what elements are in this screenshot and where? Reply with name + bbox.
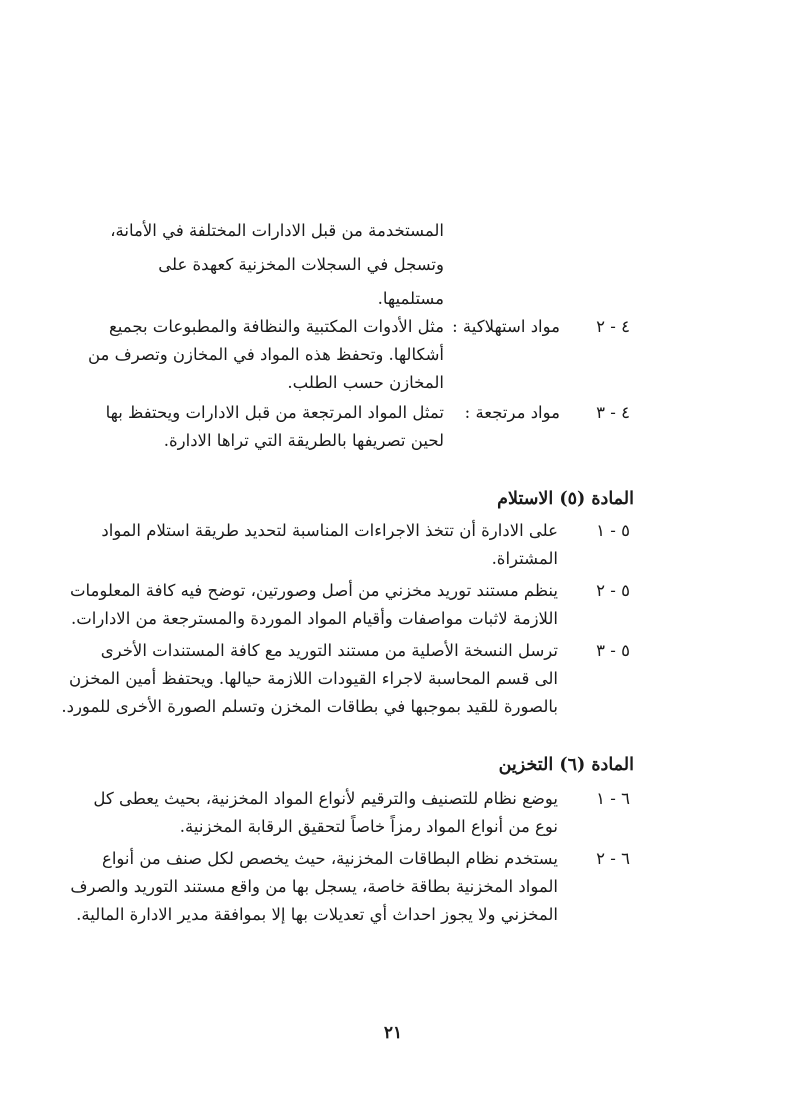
body-text-line: يوضع نظام للتصنيف والترقيم لأنواع المواد المخزنية، بحيث يعطى كل bbox=[93, 789, 558, 808]
item-number: ٤ - ٣ bbox=[596, 403, 630, 422]
body-text-line: وتسجل في السجلات المخزنية كعهدة على bbox=[158, 255, 444, 274]
item-number: ٦ - ١ bbox=[596, 789, 630, 808]
body-text-line: ترسل النسخة الأصلية من مستند التوريد مع كافة المستندات الأخرى bbox=[100, 641, 558, 660]
article-heading: المادة (٦) التخزين bbox=[498, 755, 634, 775]
body-text-line: اللازمة لاثبات مواصفات وأقيام المواد الموردة والمسترجعة من الادارات. bbox=[71, 609, 558, 628]
body-text-line: المستخدمة من قبل الادارات المختلفة في الأمانة، bbox=[110, 221, 444, 240]
body-text-line: الى قسم المحاسبة لاجراء القيودات اللازمة حيالها. ويحتفظ أمين المخزن bbox=[68, 669, 558, 688]
item-number: ٥ - ٢ bbox=[596, 581, 630, 600]
body-text-line: بالصورة للقيد بموجبها في بطاقات المخزن وتسلم الصورة الأخرى للمورد. bbox=[61, 697, 558, 716]
body-text-line: المخازن حسب الطلب. bbox=[287, 373, 444, 392]
body-text-line: نوع من أنواع المواد رمزاً خاصاً لتحقيق الرقابة المخزنية. bbox=[179, 817, 558, 836]
item-number: ٦ - ٢ bbox=[596, 849, 630, 868]
item-term: مواد استهلاكية : bbox=[452, 317, 560, 336]
body-text-line: مثل الأدوات المكتبية والنظافة والمطبوعات بجميع bbox=[109, 317, 444, 336]
item-term: مواد مرتجعة : bbox=[464, 403, 560, 422]
page-number: ٢١ bbox=[383, 1023, 403, 1043]
body-text-line: ينظم مستند توريد مخزني من أصل وصورتين، توضح فيه كافة المعلومات bbox=[69, 581, 558, 600]
body-text-line: المخزني ولا يجوز احداث أي تعديلات بها إلا بموافقة مدير الادارة المالية. bbox=[76, 905, 558, 924]
item-number: ٥ - ١ bbox=[596, 521, 630, 540]
item-number: ٥ - ٣ bbox=[596, 641, 630, 660]
body-text-line: على الادارة أن تتخذ الاجراءات المناسبة لتحديد طريقة استلام المواد bbox=[101, 521, 558, 540]
item-number: ٤ - ٢ bbox=[596, 317, 630, 336]
body-text-line: المشتراة. bbox=[491, 549, 558, 568]
body-text-line: تمثل المواد المرتجعة من قبل الادارات ويحتفظ بها bbox=[105, 403, 444, 422]
body-text-line: مستلميها. bbox=[377, 289, 444, 308]
body-text-line: لحين تصريفها بالطريقة التي تراها الادارة. bbox=[163, 431, 444, 450]
body-text-line: أشكالها. وتحفظ هذه المواد في المخازن وتصرف من bbox=[87, 345, 444, 364]
body-text-line: يستخدم نظام البطاقات المخزنية، حيث يخصص لكل صنف من أنواع bbox=[101, 849, 558, 868]
body-text-line: المواد المخزنية بطاقة خاصة، يسجل بها من واقع مستند التوريد والصرف bbox=[70, 877, 558, 896]
article-heading: المادة (٥) الاستلام bbox=[497, 489, 634, 509]
